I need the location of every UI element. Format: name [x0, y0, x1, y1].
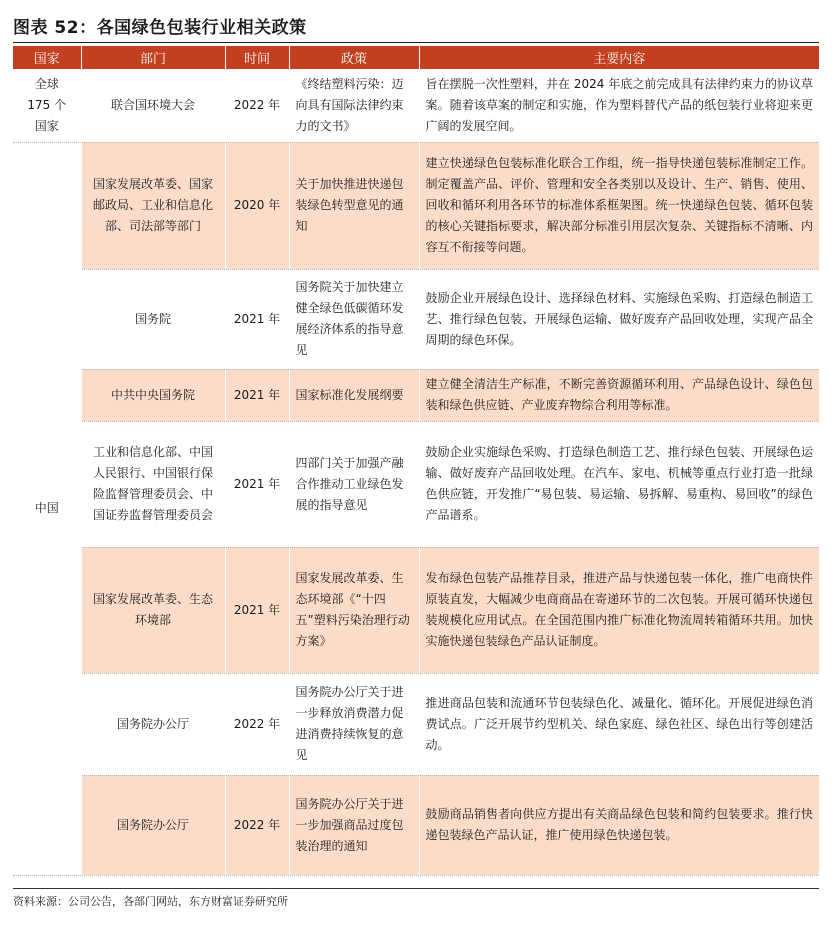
year-cell: 2021 年	[225, 547, 289, 673]
dept-cell: 国务院办公厅	[81, 673, 225, 775]
content-cell: 推进商品包装和流通环节包装绿色化、减量化、循环化。开展促进绿色消费试点。广泛开展节约型机关、绿色家庭、绿色社区、绿色出行等创建活动。	[419, 673, 819, 775]
content-cell: 建立健全清洁生产标准，不断完善资源循环利用、产品绿色设计、绿色包装和绿色供应链、产业废弃物综合利用等标准。	[419, 369, 819, 421]
policy-cell: 四部门关于加强产融合作推动工业绿色发展的指导意见	[289, 421, 419, 547]
table-row	[13, 142, 819, 269]
table-row-global	[13, 69, 819, 142]
year-cell: 2021 年	[225, 369, 289, 421]
year-cell: 2022 年	[225, 673, 289, 775]
policy-table	[13, 46, 819, 876]
content-cell: 鼓励企业实施绿色采购、打造绿色制造工艺、推行绿色包装、开展绿色运输、做好废弃产品回收处理。在汽车、家电、机械等重点行业打造一批绿色供应链，开发推广“易包装、易运输、易拆解、易重构、易回收”的绿色产品谱系。	[419, 421, 819, 547]
table-row	[13, 673, 819, 775]
table-row	[13, 269, 819, 369]
policy-cell: 国家发展改革委、生态环境部《“十四五”塑料污染治理行动方案》	[289, 547, 419, 673]
header-content: 主要内容	[419, 46, 819, 69]
dept-cell: 工业和信息化部、中国人民银行、中国银行保险监督管理委员会、中国证券监督管理委员会	[81, 421, 225, 547]
dept-cell: 联合国环境大会	[81, 69, 225, 142]
header-policy: 政策	[289, 46, 419, 69]
table-row	[13, 369, 819, 421]
content-cell: 旨在摆脱一次性塑料，并在 2024 年底之前完成具有法律约束力的协议草案。随着该草案的制定和实施，作为塑料替代产品的纸包装行业将迎来更广阔的发展空间。	[419, 69, 819, 142]
policy-cell: 国务院关于加快建立健全绿色低碳循环发展经济体系的指导意见	[289, 269, 419, 369]
table-row	[13, 421, 819, 547]
dept-cell: 中共中央国务院	[81, 369, 225, 421]
country-china: 中国	[13, 142, 81, 875]
year-cell: 2022 年	[225, 69, 289, 142]
country-line: 175 个	[27, 97, 67, 112]
table-header-row	[13, 46, 819, 69]
header-country: 国家	[13, 46, 81, 69]
country-line: 国家	[34, 118, 59, 133]
title-divider	[13, 42, 819, 43]
table-row	[13, 775, 819, 875]
year-cell: 2021 年	[225, 269, 289, 369]
year-cell: 2020 年	[225, 142, 289, 269]
source-divider	[13, 888, 819, 889]
header-dept: 部门	[81, 46, 225, 69]
figure-title: 图表 52：各国绿色包装行业相关政策	[13, 18, 307, 38]
source-note: 资料来源：公司公告，各部门网站，东方财富证券研究所	[13, 895, 288, 908]
content-cell: 鼓励商品销售者向供应方提出有关商品绿色包装和简约包装要求。推行快递包装绿色产品认证，推广使用绿色快递包装。	[419, 775, 819, 875]
policy-cell: 国务院办公厅关于进一步释放消费潜力促进消费持续恢复的意见	[289, 673, 419, 775]
table-row	[13, 547, 819, 673]
country-line: 全球	[34, 76, 59, 91]
country-global	[13, 69, 81, 142]
year-cell: 2021 年	[225, 421, 289, 547]
policy-cell: 《终结塑料污染：迈向具有国际法律约束力的文书》	[289, 69, 419, 142]
dept-cell: 国家发展改革委、国家邮政局、工业和信息化部、司法部等部门	[81, 142, 225, 269]
year-cell: 2022 年	[225, 775, 289, 875]
dept-cell: 国家发展改革委、生态环境部	[81, 547, 225, 673]
content-cell: 鼓励企业开展绿色设计、选择绿色材料、实施绿色采购、打造绿色制造工艺、推行绿色包装、开展绿色运输、做好废弃产品回收处理，实现产品全周期的绿色环保。	[419, 269, 819, 369]
header-year: 时间	[225, 46, 289, 69]
policy-cell: 关于加快推进快递包装绿色转型意见的通知	[289, 142, 419, 269]
policy-cell: 国务院办公厅关于进一步加强商品过度包装治理的通知	[289, 775, 419, 875]
dept-cell: 国务院办公厅	[81, 775, 225, 875]
content-cell: 建立快递绿色包装标准化联合工作组，统一指导快递包装标准制定工作。制定覆盖产品、评价、管理和安全各类别以及设计、生产、销售、使用、回收和循环利用各环节的标准体系框架图。统一快递绿色包装、循环包装的核心关键指标要求，解决部分标准引用层次复杂、关键指标不清晰、内容互不衔接等问题。	[419, 142, 819, 269]
dept-cell: 国务院	[81, 269, 225, 369]
policy-cell: 国家标准化发展纲要	[289, 369, 419, 421]
content-cell: 发布绿色包装产品推荐目录，推进产品与快递包装一体化，推广电商快件原装直发，大幅减少电商商品在寄递环节的二次包装。开展可循环快递包装规模化应用试点。在全国范围内推广标准化物流周转箱循环共用。加快实施快递包装绿色产品认证制度。	[419, 547, 819, 673]
